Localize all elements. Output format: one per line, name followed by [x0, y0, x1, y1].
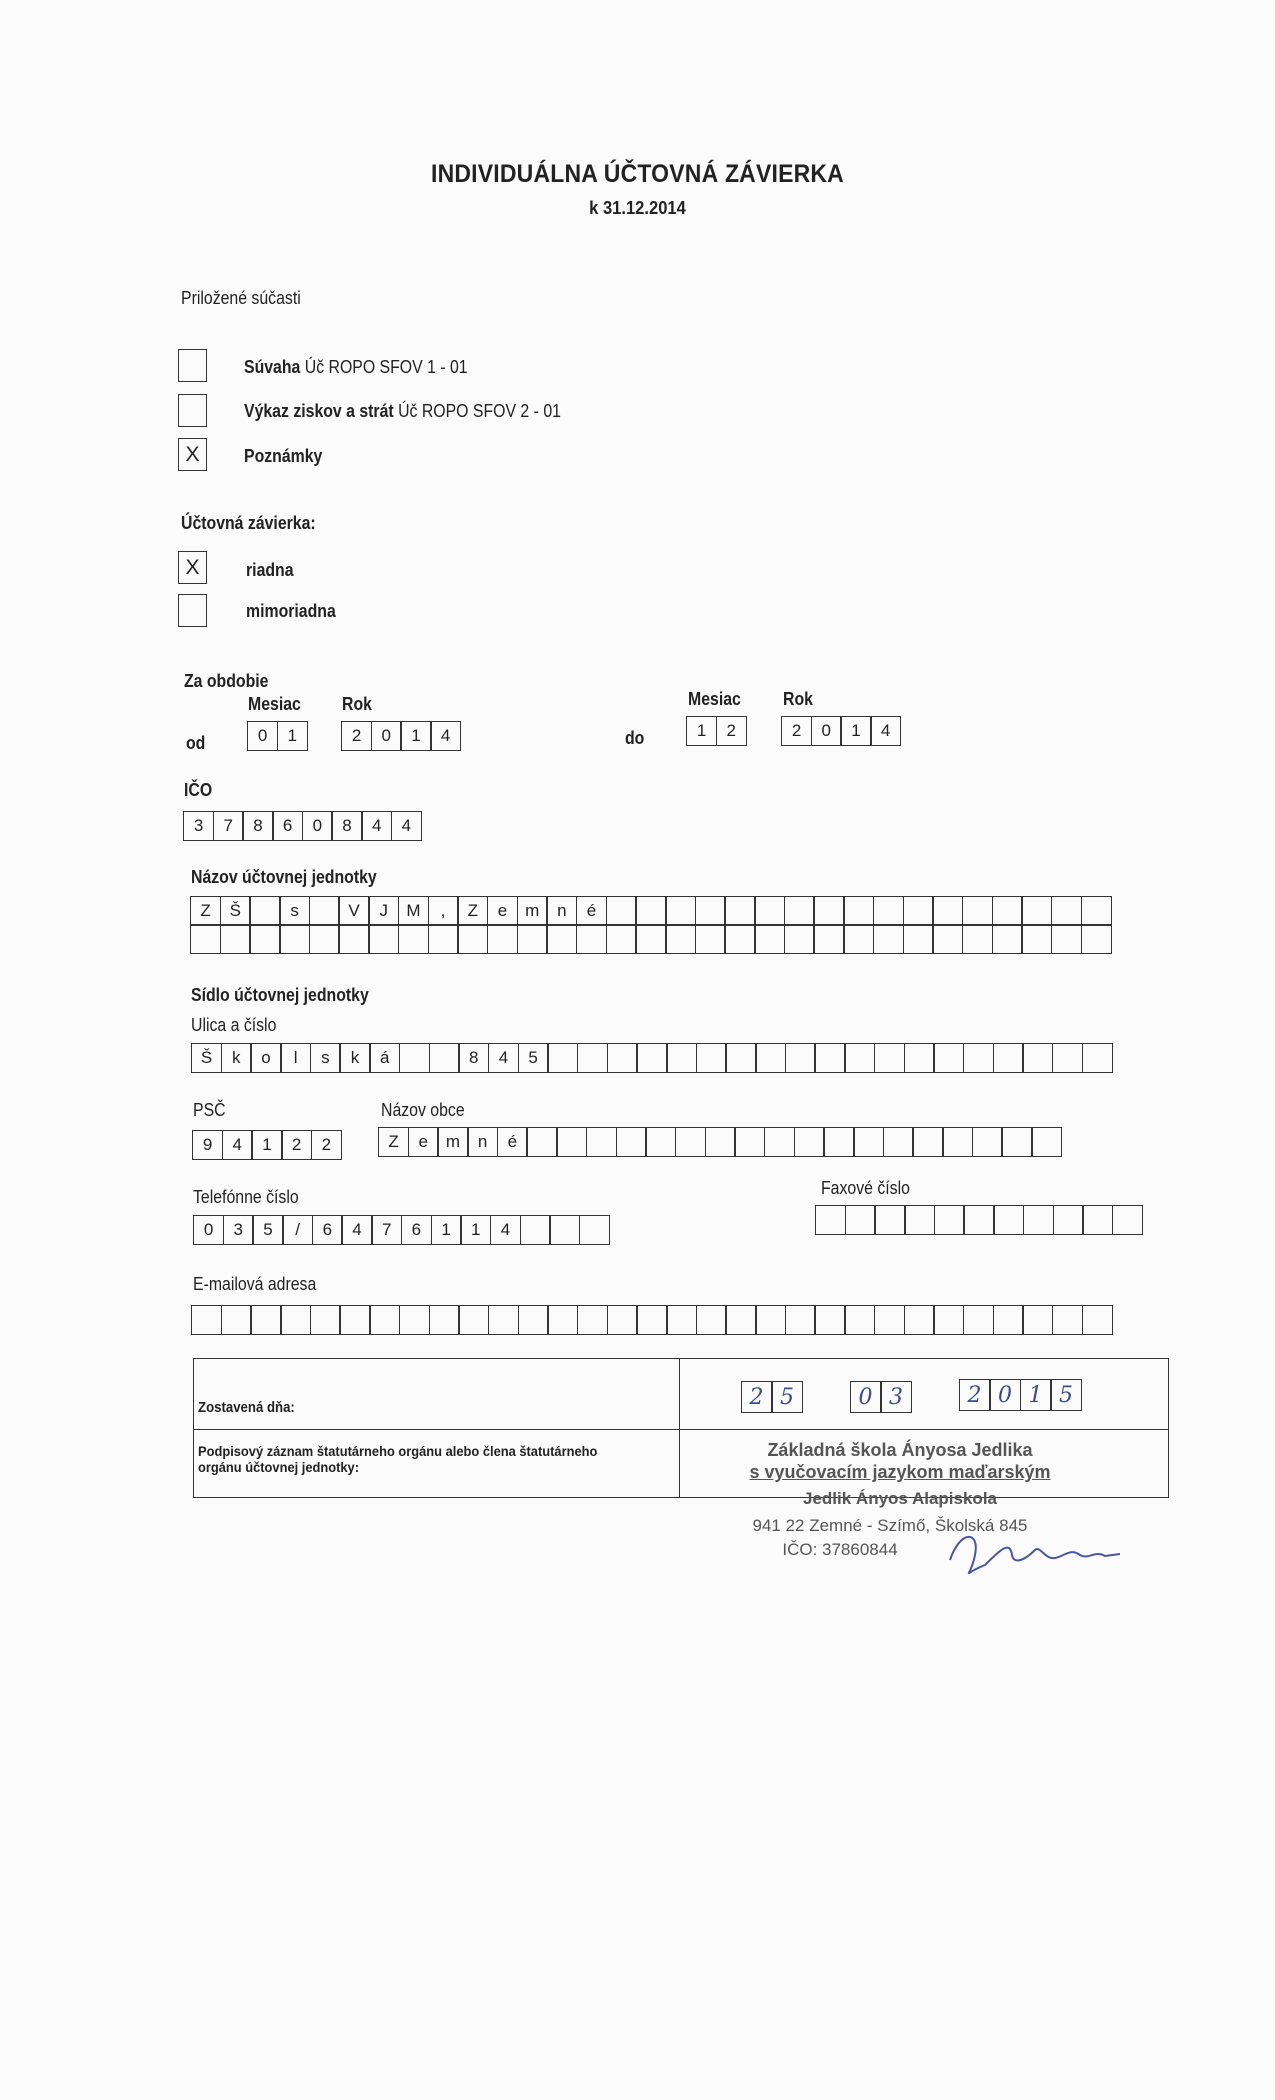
char-cell[interactable]: k — [339, 1043, 370, 1073]
char-cell[interactable] — [250, 1305, 281, 1335]
char-cell[interactable] — [191, 1305, 222, 1335]
digit-cell[interactable]: 1 — [277, 721, 308, 751]
char-cell[interactable] — [903, 896, 934, 926]
char-cell[interactable] — [547, 1305, 578, 1335]
char-cell[interactable] — [904, 1043, 935, 1073]
char-cell[interactable] — [546, 924, 577, 954]
char-cell[interactable] — [645, 1127, 676, 1157]
char-cell[interactable]: é — [497, 1127, 528, 1157]
char-cell[interactable]: m — [437, 1127, 468, 1157]
document-date: k 31.12.2014 — [589, 198, 686, 218]
char-cell[interactable]: n — [467, 1127, 498, 1157]
char-cell[interactable] — [853, 1127, 884, 1157]
char-cell[interactable] — [398, 924, 429, 954]
char-cell[interactable] — [993, 1043, 1024, 1073]
from-label: od — [186, 733, 206, 753]
stamp-line-4: 941 22 Zemné - Szímő, Školská 845 — [752, 1516, 1028, 1535]
checkbox-poznamky[interactable]: X — [178, 438, 207, 471]
char-cell[interactable] — [874, 1205, 905, 1235]
char-cell[interactable] — [725, 1305, 756, 1335]
char-cell[interactable] — [904, 1205, 935, 1235]
char-cell[interactable] — [754, 924, 785, 954]
char-cell[interactable] — [309, 924, 340, 954]
riadna-label: riadna — [246, 560, 294, 580]
char-cell[interactable] — [429, 1305, 460, 1335]
char-cell[interactable]: n — [546, 896, 577, 926]
char-cell[interactable] — [794, 1127, 825, 1157]
digit-cell[interactable]: 4 — [870, 716, 901, 746]
to-month-label: Mesiac — [688, 689, 741, 709]
digit-cell[interactable]: 1 — [400, 721, 431, 751]
char-cell[interactable] — [784, 896, 815, 926]
psc-label: PSČ — [193, 1100, 226, 1120]
char-cell[interactable]: 4 — [222, 1130, 253, 1160]
char-cell[interactable]: 4 — [341, 1215, 372, 1245]
char-cell[interactable] — [815, 1205, 846, 1235]
char-cell[interactable]: M — [398, 896, 429, 926]
char-cell[interactable] — [636, 1043, 667, 1073]
char-cell[interactable] — [873, 924, 904, 954]
char-cell[interactable]: 6 — [401, 1215, 432, 1245]
from-year-field[interactable] — [341, 721, 461, 751]
char-cell[interactable]: , — [428, 896, 459, 926]
char-cell[interactable] — [1051, 896, 1082, 926]
char-cell[interactable] — [368, 924, 399, 954]
checkbox-riadna[interactable]: X — [178, 551, 207, 584]
digit-cell[interactable]: 2 — [716, 716, 747, 746]
email-label: E-mailová adresa — [193, 1274, 317, 1294]
char-cell[interactable] — [734, 1127, 765, 1157]
char-cell[interactable] — [874, 1043, 905, 1073]
char-cell[interactable] — [428, 924, 459, 954]
char-cell[interactable]: e — [487, 896, 518, 926]
char-cell[interactable] — [1001, 1127, 1032, 1157]
char-cell[interactable] — [399, 1043, 430, 1073]
char-cell[interactable]: 0 — [193, 1215, 224, 1245]
char-cell[interactable] — [934, 1205, 965, 1235]
char-cell[interactable] — [784, 924, 815, 954]
char-cell[interactable] — [1023, 1205, 1054, 1235]
char-cell[interactable] — [874, 1305, 905, 1335]
char-cell[interactable] — [696, 1043, 727, 1073]
handwritten-signature — [940, 1520, 1130, 1580]
compiled-year-field[interactable] — [960, 1379, 1082, 1411]
to-month-field[interactable] — [686, 716, 747, 746]
char-cell[interactable] — [992, 924, 1023, 954]
attachment-vykaz-label — [244, 401, 561, 422]
char-cell[interactable] — [845, 1205, 876, 1235]
char-cell[interactable] — [903, 924, 934, 954]
char-cell[interactable]: 9 — [192, 1130, 223, 1160]
char-cell[interactable]: Z — [457, 896, 488, 926]
char-cell[interactable] — [518, 1305, 549, 1335]
char-cell[interactable]: e — [408, 1127, 439, 1157]
attachment-vykaz-code: Úč ROPO SFOV 2 - 01 — [393, 401, 561, 421]
char-cell[interactable]: 3 — [183, 811, 214, 841]
char-cell[interactable] — [339, 1305, 370, 1335]
from-month-field[interactable] — [247, 721, 308, 751]
char-cell[interactable] — [487, 924, 518, 954]
to-year-label: Rok — [783, 689, 813, 709]
digit-cell[interactable]: 1 — [686, 716, 717, 746]
handwritten-digit[interactable]: 0 — [850, 1381, 882, 1413]
char-cell[interactable] — [1112, 1205, 1143, 1235]
from-year-label: Rok — [342, 694, 372, 714]
char-cell[interactable] — [399, 1305, 430, 1335]
char-cell[interactable]: k — [221, 1043, 252, 1073]
attachments-label: Priložené súčasti — [181, 288, 301, 308]
to-year-field[interactable] — [781, 716, 901, 746]
table-divider — [194, 1429, 1168, 1430]
stamp-line-3: Jedlik Ányos Alapiskola — [803, 1489, 997, 1508]
char-cell[interactable] — [577, 1305, 608, 1335]
char-cell[interactable]: 8 — [242, 811, 273, 841]
char-cell[interactable] — [963, 1305, 994, 1335]
to-label: do — [625, 728, 645, 748]
char-cell[interactable]: l — [280, 1043, 311, 1073]
char-cell[interactable] — [1082, 1043, 1113, 1073]
char-cell[interactable] — [785, 1305, 816, 1335]
attachment-suvaha-code: Úč ROPO SFOV 1 - 01 — [300, 357, 468, 377]
char-cell[interactable] — [813, 924, 844, 954]
char-cell[interactable] — [249, 924, 280, 954]
char-cell[interactable] — [695, 924, 726, 954]
digit-cell[interactable]: 1 — [840, 716, 871, 746]
char-cell[interactable]: s — [310, 1043, 341, 1073]
char-cell[interactable] — [607, 1305, 638, 1335]
char-cell[interactable]: 8 — [458, 1043, 489, 1073]
stamp-line-5: IČO: 37860844 — [782, 1540, 898, 1559]
char-cell[interactable] — [606, 924, 637, 954]
char-cell[interactable]: 4 — [361, 811, 392, 841]
char-cell[interactable] — [675, 1127, 706, 1157]
char-cell[interactable] — [823, 1127, 854, 1157]
char-cell[interactable] — [280, 1305, 311, 1335]
char-cell[interactable]: 2 — [281, 1130, 312, 1160]
handwritten-digit[interactable]: 5 — [771, 1381, 803, 1413]
char-cell[interactable] — [665, 896, 696, 926]
char-cell[interactable]: o — [250, 1043, 281, 1073]
char-cell[interactable] — [904, 1305, 935, 1335]
char-cell[interactable] — [696, 1305, 727, 1335]
char-cell[interactable] — [279, 924, 310, 954]
char-cell[interactable]: / — [282, 1215, 313, 1245]
char-cell[interactable]: 0 — [302, 811, 333, 841]
char-cell[interactable]: 4 — [391, 811, 422, 841]
char-cell[interactable] — [309, 896, 340, 926]
compiled-date-label: Zostavená dňa: — [198, 1399, 295, 1416]
phone-label: Telefónne číslo — [193, 1187, 299, 1207]
char-cell[interactable] — [1052, 1043, 1083, 1073]
char-cell[interactable] — [310, 1305, 341, 1335]
char-cell[interactable] — [577, 1043, 608, 1073]
char-cell[interactable] — [724, 924, 755, 954]
char-cell[interactable] — [636, 1305, 667, 1335]
char-cell[interactable] — [1021, 924, 1052, 954]
char-cell[interactable] — [813, 896, 844, 926]
mimoriadna-label: mimoriadna — [246, 601, 336, 621]
attachment-vykaz-bold: Výkaz ziskov a strát — [244, 401, 394, 421]
char-cell[interactable] — [607, 1043, 638, 1073]
char-cell[interactable]: 5 — [518, 1043, 549, 1073]
char-cell[interactable]: é — [576, 896, 607, 926]
char-cell[interactable]: s — [279, 896, 310, 926]
char-cell[interactable] — [993, 1305, 1024, 1335]
char-cell[interactable] — [933, 1043, 964, 1073]
char-cell[interactable] — [616, 1127, 647, 1157]
char-cell[interactable] — [962, 896, 993, 926]
char-cell[interactable] — [221, 1305, 252, 1335]
attachment-suvaha-label — [244, 357, 468, 378]
char-cell[interactable] — [814, 1043, 845, 1073]
char-cell[interactable] — [576, 924, 607, 954]
char-cell[interactable] — [665, 924, 696, 954]
char-cell[interactable]: 7 — [213, 811, 244, 841]
char-cell[interactable]: 1 — [460, 1215, 491, 1245]
char-cell[interactable] — [556, 1127, 587, 1157]
char-cell[interactable] — [963, 1205, 994, 1235]
char-cell[interactable] — [520, 1215, 551, 1245]
char-cell[interactable]: Š — [220, 896, 251, 926]
char-cell[interactable]: 4 — [488, 1043, 519, 1073]
char-cell[interactable]: Z — [378, 1127, 409, 1157]
fax-field[interactable] — [815, 1205, 1143, 1235]
char-cell[interactable] — [912, 1127, 943, 1157]
char-cell[interactable] — [972, 1127, 1003, 1157]
char-cell[interactable] — [932, 924, 963, 954]
char-cell[interactable] — [1081, 896, 1112, 926]
digit-cell[interactable]: 2 — [341, 721, 372, 751]
char-cell[interactable] — [1052, 1305, 1083, 1335]
document-title: INDIVIDUÁLNA ÚČTOVNÁ ZÁVIERKA — [431, 160, 844, 188]
char-cell[interactable] — [695, 896, 726, 926]
ico-label: IČO — [184, 780, 213, 800]
char-cell[interactable] — [963, 1043, 994, 1073]
char-cell[interactable]: 1 — [251, 1130, 282, 1160]
char-cell[interactable] — [942, 1127, 973, 1157]
char-cell[interactable] — [844, 1305, 875, 1335]
char-cell[interactable] — [1053, 1205, 1084, 1235]
char-cell[interactable]: 5 — [252, 1215, 283, 1245]
char-cell[interactable] — [606, 896, 637, 926]
char-cell[interactable] — [1082, 1305, 1113, 1335]
char-cell[interactable] — [458, 1305, 489, 1335]
digit-cell[interactable]: 4 — [430, 721, 461, 751]
checkbox-suvaha[interactable] — [178, 349, 207, 382]
char-cell[interactable] — [369, 1305, 400, 1335]
char-cell[interactable] — [517, 924, 548, 954]
psc-field[interactable] — [192, 1130, 342, 1160]
char-cell[interactable]: 6 — [312, 1215, 343, 1245]
phone-field[interactable] — [193, 1215, 610, 1245]
char-cell[interactable] — [843, 896, 874, 926]
char-cell[interactable] — [873, 896, 904, 926]
statement-type-label: Účtovná závierka: — [181, 513, 316, 533]
char-cell[interactable] — [1031, 1127, 1062, 1157]
char-cell[interactable] — [843, 924, 874, 954]
char-cell[interactable]: Š — [191, 1043, 222, 1073]
char-cell[interactable] — [993, 1205, 1024, 1235]
char-cell[interactable] — [933, 1305, 964, 1335]
char-cell[interactable] — [705, 1127, 736, 1157]
handwritten-digit[interactable]: 3 — [880, 1381, 912, 1413]
char-cell[interactable] — [547, 1043, 578, 1073]
compiled-month-field[interactable] — [851, 1381, 912, 1413]
char-cell[interactable] — [1081, 924, 1112, 954]
handwritten-digit[interactable]: 2 — [959, 1379, 991, 1411]
stamp-line-1: Základná škola Ányosa Jedlika — [767, 1440, 1033, 1460]
period-label: Za obdobie — [184, 671, 269, 691]
char-cell[interactable]: 7 — [371, 1215, 402, 1245]
char-cell[interactable]: J — [368, 896, 399, 926]
street-field[interactable] — [191, 1043, 1113, 1073]
char-cell[interactable] — [338, 924, 369, 954]
char-cell[interactable] — [666, 1305, 697, 1335]
entity-name-row-2[interactable] — [190, 924, 1112, 954]
char-cell[interactable] — [764, 1127, 795, 1157]
char-cell[interactable] — [724, 896, 755, 926]
fax-label: Faxové číslo — [821, 1178, 910, 1198]
char-cell[interactable]: m — [517, 896, 548, 926]
char-cell[interactable] — [883, 1127, 914, 1157]
char-cell[interactable]: 3 — [223, 1215, 254, 1245]
ico-field[interactable] — [183, 811, 422, 841]
char-cell[interactable] — [1021, 896, 1052, 926]
char-cell[interactable] — [429, 1043, 460, 1073]
char-cell[interactable] — [844, 1043, 875, 1073]
char-cell[interactable] — [725, 1043, 756, 1073]
char-cell[interactable]: á — [369, 1043, 400, 1073]
char-cell[interactable]: 1 — [431, 1215, 462, 1245]
checkbox-mimoriadna[interactable] — [178, 594, 207, 627]
compiled-day-field[interactable] — [742, 1381, 803, 1413]
email-field[interactable] — [191, 1305, 1113, 1335]
digit-cell[interactable]: 0 — [811, 716, 842, 746]
char-cell[interactable]: 2 — [311, 1130, 342, 1160]
char-cell[interactable] — [814, 1305, 845, 1335]
char-cell[interactable] — [549, 1215, 580, 1245]
char-cell[interactable] — [932, 896, 963, 926]
char-cell[interactable] — [488, 1305, 519, 1335]
char-cell[interactable] — [526, 1127, 557, 1157]
digit-cell[interactable]: 0 — [247, 721, 278, 751]
char-cell[interactable] — [992, 896, 1023, 926]
street-label: Ulica a číslo — [191, 1015, 277, 1035]
char-cell[interactable]: V — [338, 896, 369, 926]
char-cell[interactable] — [785, 1043, 816, 1073]
char-cell[interactable] — [579, 1215, 610, 1245]
handwritten-digit[interactable]: 0 — [989, 1379, 1021, 1411]
char-cell[interactable]: 8 — [331, 811, 362, 841]
char-cell[interactable] — [1022, 1043, 1053, 1073]
char-cell[interactable] — [1082, 1205, 1113, 1235]
entity-name-label: Názov účtovnej jednotky — [191, 867, 377, 887]
entity-name-row-1[interactable] — [190, 896, 1112, 926]
handwritten-digit[interactable]: 5 — [1050, 1379, 1082, 1411]
char-cell[interactable] — [755, 1043, 786, 1073]
char-cell[interactable] — [457, 924, 488, 954]
char-cell[interactable] — [190, 924, 221, 954]
digit-cell[interactable]: 2 — [781, 716, 812, 746]
char-cell[interactable] — [962, 924, 993, 954]
from-month-label: Mesiac — [248, 694, 301, 714]
handwritten-digit[interactable]: 1 — [1020, 1379, 1052, 1411]
handwritten-digit[interactable]: 2 — [741, 1381, 773, 1413]
char-cell[interactable] — [666, 1043, 697, 1073]
char-cell[interactable] — [635, 896, 666, 926]
table-divider — [679, 1359, 680, 1497]
char-cell[interactable] — [249, 896, 280, 926]
char-cell[interactable] — [635, 924, 666, 954]
city-label: Názov obce — [381, 1100, 465, 1120]
city-field[interactable] — [378, 1127, 1062, 1157]
char-cell[interactable]: 6 — [272, 811, 303, 841]
char-cell[interactable] — [220, 924, 251, 954]
char-cell[interactable] — [1051, 924, 1082, 954]
char-cell[interactable] — [755, 1305, 786, 1335]
attachment-suvaha-bold: Súvaha — [244, 357, 301, 377]
signature-label: Podpisový záznam štatutárneho orgánu alebo člena štatutárneho orgánu účtovnej jednotky: — [198, 1443, 598, 1475]
digit-cell[interactable]: 0 — [371, 721, 402, 751]
char-cell[interactable] — [1022, 1305, 1053, 1335]
stamp-line-2: s vyučovacím jazykom maďarským — [749, 1462, 1051, 1482]
char-cell[interactable]: Z — [190, 896, 221, 926]
seat-label: Sídlo účtovnej jednotky — [191, 985, 369, 1005]
char-cell[interactable] — [754, 896, 785, 926]
attachment-poznamky-label: Poznámky — [244, 446, 323, 466]
char-cell[interactable]: 4 — [490, 1215, 521, 1245]
char-cell[interactable] — [586, 1127, 617, 1157]
checkbox-vykaz[interactable] — [178, 394, 207, 427]
